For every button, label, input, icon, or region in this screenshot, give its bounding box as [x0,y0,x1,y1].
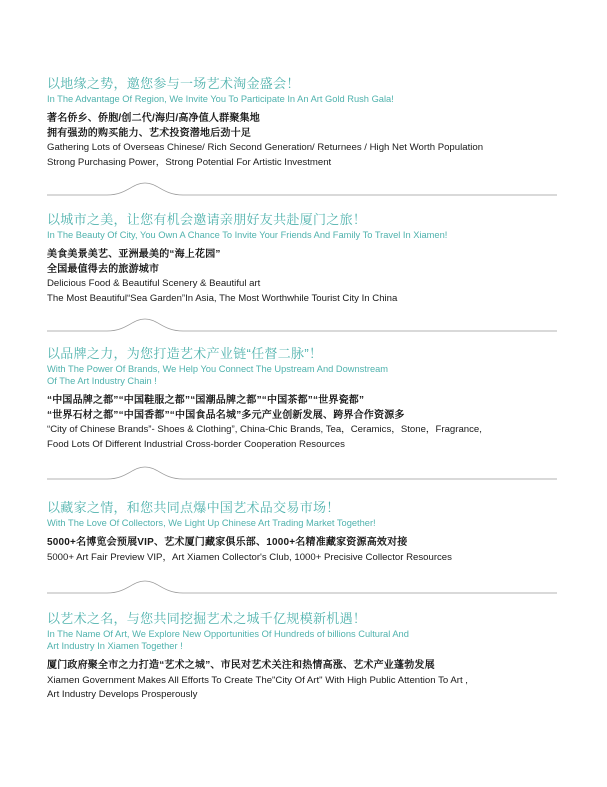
body-line-zh: 厦门政府聚全市之力打造“艺术之城”、市民对艺术关注和热情高涨、艺术产业蓬勃发展 [47,660,435,671]
body-line-en: Xiamen Government Makes All Efforts To Create The"City Of Art" With High Public Attention To Art , [47,674,468,686]
body-line-en: “City of Chinese Brands”- Shoes & Clothing”, China-Chic Brands, Tea，Ceramics，Stone，Fragrance, [47,424,482,435]
body-line-en: Gathering Lots of Overseas Chinese/ Rich Second Generation/ Returnees / High Net Worth Population [47,142,484,153]
section-body [47,536,567,565]
body-line-zh: “世界石材之都”“中国香都”“中国食品名城”多元产业创新发展、跨界合作资源多 [47,409,405,421]
body-line-en: 5000+ Art Fair Preview VIP，Art Xiamen Collector's Club, 1000+ Precisive Collector Resources [47,551,452,563]
section-heading-zh: 以地缘之势，邀您参与一场艺术淘金盛会！ [47,76,300,91]
wave-divider [47,575,557,597]
body-line-en: Delicious Food & Beautiful Scenery & Beautiful art [47,278,261,289]
body-line-zh: 拥有强劲的购买能力、艺术投资潜地后劲十足 [47,127,251,139]
section-body [47,248,567,306]
section-collectors [47,500,567,565]
section-body [47,112,567,170]
section-heading-en: In The Beauty Of City, You Own A Chance To Invite Your Friends And Family To Travel In Xiamen! [47,230,448,240]
section-art [47,611,567,703]
wave-divider [47,313,557,335]
wave-divider [47,177,557,199]
section-region [47,76,567,170]
body-line-zh: 美食美景美艺、亚洲最美的“海上花园” [47,249,221,260]
wave-divider [47,461,557,483]
section-heading-zh: 以品牌之力，为您打造艺术产业链“任督二脉”！ [47,346,323,361]
body-line-zh: 全国最值得去的旅游城市 [47,263,160,275]
body-line-en: Art Industry Develops Prosperously [47,689,198,700]
body-line-zh: “中国品牌之都”“中国鞋服之都”“国潮品牌之都”“中国茶都”“世界瓷都” [47,395,365,406]
body-line-zh: 5000+名博览会预展VIP、艺术厦门藏家俱乐部、1000+名精准藏家资源高效对接 [47,537,408,548]
section-heading-zh: 以城市之美，让您有机会邀请亲朋好友共赴厦门之旅！ [47,212,367,227]
section-heading-en: In The Name Of Art, We Explore New Opportunities Of Hundreds of billions Cultural And Art Industry In Xiamen Together ! [47,629,409,651]
section-brands [47,346,567,452]
body-line-en: Strong Purchasing Power，Strong Potential For Artistic Investment [47,156,332,168]
section-heading-en: With The Power Of Brands, We Help You Connect The Upstream And Downstream Of The Art Industry Chain ! [47,364,389,386]
section-heading-zh: 以藏家之情，和您共同点爆中国艺术品交易市场！ [47,500,340,515]
section-heading-en: With The Love Of Collectors, We Light Up Chinese Art Trading Market Together! [47,518,376,528]
section-heading-en: In The Advantage Of Region, We Invite You To Participate In An Art Gold Rush Gala! [47,94,394,104]
body-line-en: Food Lots Of Different Industrial Cross-border Cooperation Resources [47,438,345,450]
section-heading-zh: 以艺术之名，与您共同挖掘艺术之城千亿规模新机遇！ [47,611,367,626]
body-line-zh: 著名侨乡、侨胞/创二代/海归/高净值人群聚集地 [47,113,260,124]
section-body [47,659,567,703]
section-body [47,394,567,452]
section-city [47,212,567,306]
body-line-en: The Most Beautiful“Sea Garden”In Asia, The Most Worthwhile Tourist City In China [47,292,398,304]
